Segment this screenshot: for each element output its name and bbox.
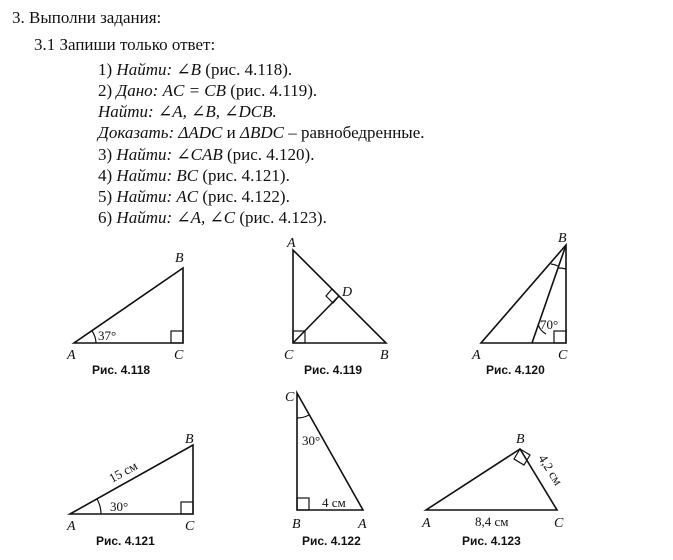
- task-object: ∠B: [176, 60, 202, 79]
- figure-caption: Рис. 4.118: [92, 363, 151, 377]
- vertex-label-b: B: [380, 348, 389, 363]
- figure-caption: Рис. 4.122: [302, 534, 361, 548]
- task-ref: (рис. 4.120).: [222, 145, 315, 164]
- vertex-label-a: A: [422, 516, 431, 531]
- task-ref: (рис. 4.118).: [201, 60, 293, 79]
- vertex-label-d: D: [342, 285, 353, 300]
- vertex-label-a: A: [472, 348, 481, 363]
- altitude-line: [293, 296, 339, 343]
- side-bc-length: 4,2 см: [535, 451, 566, 488]
- vertex-label-a: A: [67, 348, 76, 363]
- vertex-label-c: C: [174, 348, 184, 363]
- angle-arc: [97, 499, 101, 514]
- right-angle-mark: [554, 331, 566, 343]
- triangle-shape: [70, 445, 193, 514]
- task-conj: и: [222, 123, 240, 142]
- task-verb: Найти:: [98, 102, 154, 121]
- vertex-label-b: B: [175, 251, 184, 266]
- vertex-label-a: A: [287, 236, 296, 251]
- task-object: AC = CB: [162, 81, 227, 100]
- task-object: ∠A, ∠C: [176, 208, 236, 227]
- angle-label: 70°: [540, 317, 559, 332]
- angle-arc: [297, 415, 309, 418]
- vertex-label-c: C: [185, 519, 195, 534]
- task-number: 4): [98, 166, 113, 185]
- vertex-label-b: B: [558, 231, 567, 246]
- task-tail: – равнобедренные.: [283, 123, 425, 142]
- task-ref: (рис. 4.121).: [198, 166, 290, 185]
- task-verb: Дано:: [116, 81, 159, 100]
- right-angle-mark: [297, 498, 309, 510]
- task-number: 6): [98, 208, 113, 227]
- task-verb: Найти:: [116, 145, 173, 164]
- task-number: 3): [98, 145, 113, 164]
- task-object: AC: [176, 187, 199, 206]
- task-object: ∠CAB: [176, 145, 223, 164]
- right-angle-mark-d: [326, 289, 339, 303]
- task-object: BC: [176, 166, 199, 185]
- figure-caption: Рис. 4.120: [486, 363, 545, 377]
- vertex-label-b: B: [516, 432, 525, 447]
- task-object: ΔADC: [178, 123, 223, 142]
- equal-angle-arc-1: [558, 268, 566, 269]
- vertex-label-b: B: [185, 432, 194, 447]
- vertex-label-b: B: [292, 517, 301, 532]
- equal-angle-arc-2: [551, 264, 558, 266]
- task-number: 5): [98, 187, 113, 206]
- figure-caption: Рис. 4.121: [96, 534, 155, 548]
- angle-label: 30°: [302, 433, 321, 448]
- task-verb: Доказать:: [98, 123, 175, 142]
- vertex-label-a: A: [358, 517, 367, 532]
- right-angle-mark: [181, 502, 193, 514]
- task-number: 1): [98, 60, 113, 79]
- triangle-shape: [74, 268, 183, 343]
- angle-label: 37°: [98, 328, 117, 343]
- triangle-shape: [297, 393, 363, 510]
- vertex-label-a: A: [67, 519, 76, 534]
- angle-label: 30°: [110, 499, 129, 514]
- task-ref: (рис. 4.123).: [235, 208, 327, 227]
- task-verb: Найти:: [116, 166, 173, 185]
- task-verb: Найти:: [116, 208, 173, 227]
- task-object: ∠A, ∠B, ∠DCB.: [157, 102, 277, 121]
- vertex-label-c: C: [285, 390, 295, 405]
- figure-caption: Рис. 4.123: [462, 534, 521, 548]
- figure-4-119: [293, 250, 386, 343]
- task-verb: Найти:: [116, 60, 173, 79]
- figure-4-122: [297, 393, 363, 510]
- side-ac-length: 8,4 см: [475, 514, 509, 529]
- leg-length: 4 см: [322, 495, 346, 510]
- hypotenuse-length: 15 см: [106, 457, 140, 486]
- task-number: 2): [98, 81, 113, 100]
- task-verb: Найти:: [116, 187, 173, 206]
- task-ref: (рис. 4.122).: [198, 187, 290, 206]
- angle-arc: [92, 331, 96, 343]
- subtask-title: 3.1 Запиши только ответ:: [34, 35, 216, 54]
- figure-4-118: [74, 268, 183, 343]
- vertex-label-c: C: [558, 348, 568, 363]
- right-angle-mark: [171, 331, 183, 343]
- task-title: 3. Выполни задания:: [12, 8, 162, 27]
- task-ref: (рис. 4.119).: [226, 81, 318, 100]
- task-object-2: ΔBDC: [240, 123, 284, 142]
- figure-caption: Рис. 4.119: [304, 363, 363, 377]
- vertex-label-c: C: [554, 516, 564, 531]
- figure-4-121: [70, 445, 193, 514]
- vertex-label-c: C: [284, 348, 294, 363]
